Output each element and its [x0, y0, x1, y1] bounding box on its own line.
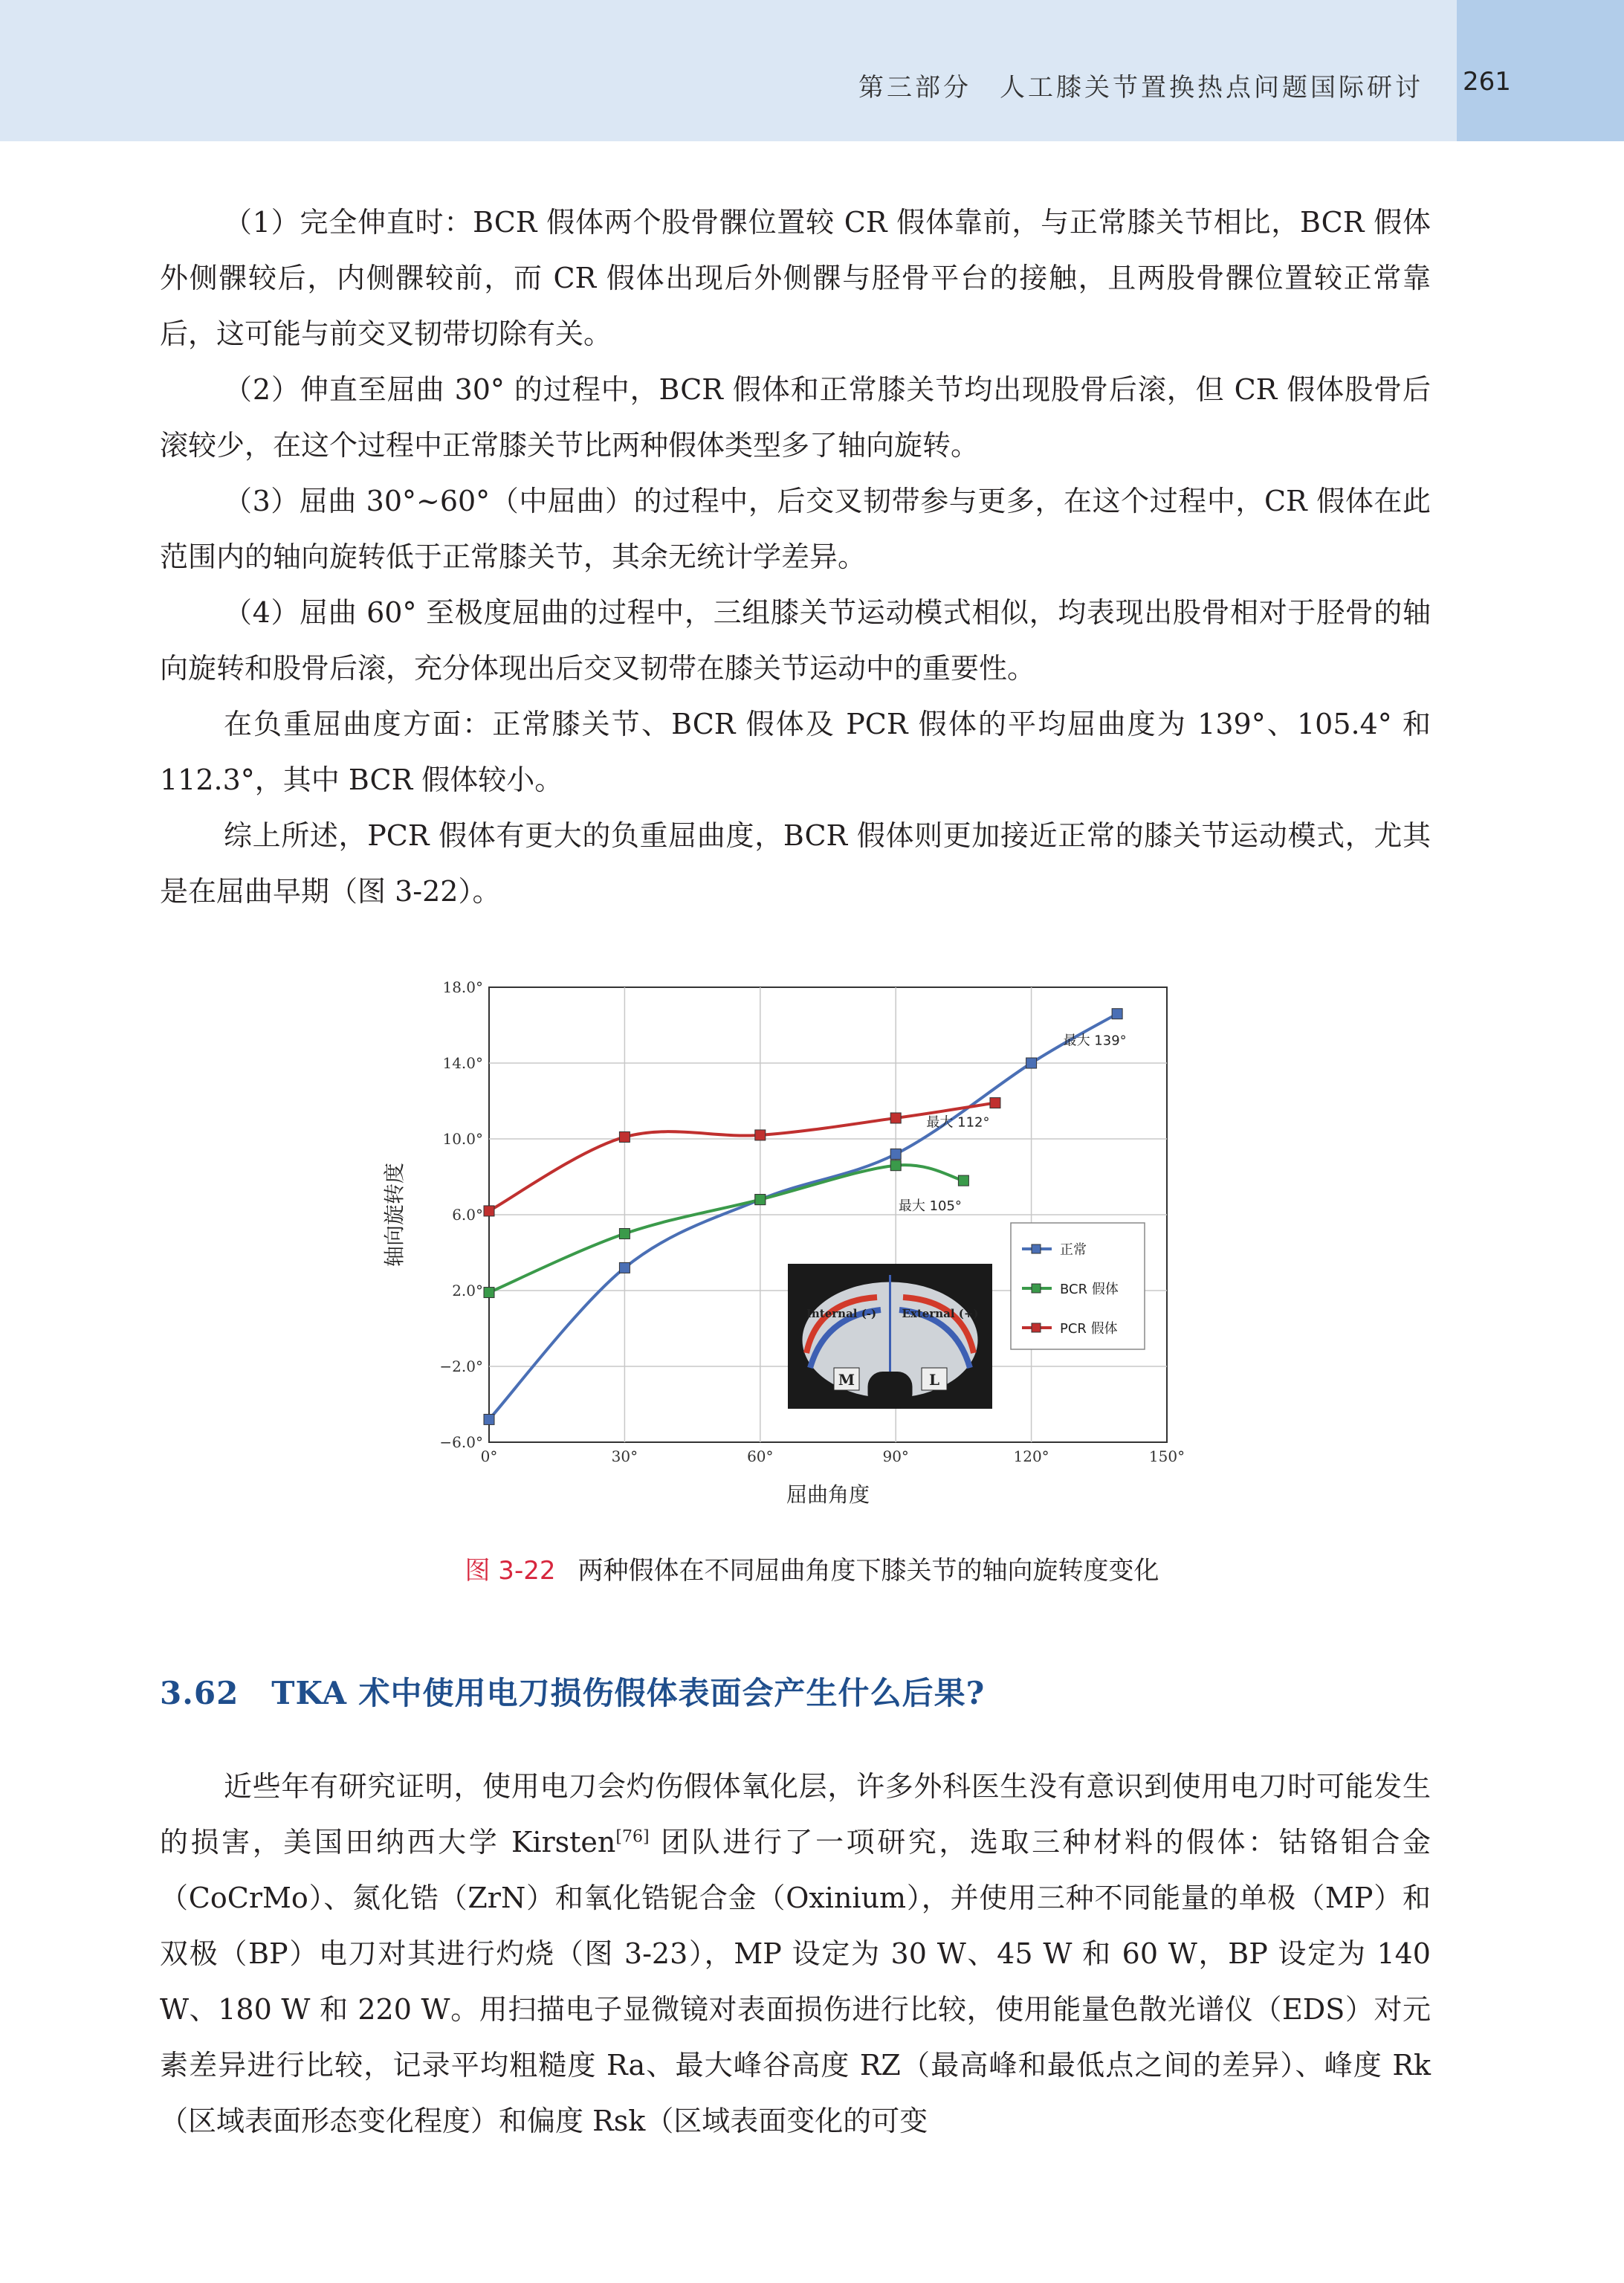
inset-l-label: L — [928, 1371, 940, 1389]
section-heading — [160, 1669, 985, 1714]
paragraph-5: 在负重屈曲度方面：正常膝关节、BCR 假体及 PCR 假体的平均屈曲度为 139°、105.4° 和 112.3°，其中 BCR 假体较小。 — [160, 708, 1431, 796]
data-point — [755, 1195, 766, 1205]
x-tick-label: 30° — [611, 1447, 638, 1465]
figure-number: 图 3-22 — [465, 1556, 556, 1586]
y-tick-label: 18.0° — [442, 978, 483, 996]
page-number: 261 — [1463, 67, 1511, 97]
x-tick-label: 0° — [480, 1447, 498, 1465]
inset-internal-label: Internal (-) — [806, 1307, 877, 1320]
y-tick-label: 6.0° — [452, 1206, 483, 1224]
data-point — [484, 1206, 494, 1216]
data-point — [619, 1131, 630, 1142]
paragraph-bottom-before: 近些年有研究证明，使用电刀会灼伤假体氧化层，许多外科医生没有意识到使用电刀时可能发生的损害，美国田纳西大学 Kirsten — [160, 1770, 1431, 1859]
body-text-bottom — [160, 1759, 1431, 2149]
section-title-text: TKA 术中使用电刀损伤假体表面会产生什么后果? — [271, 1675, 986, 1711]
inset-notch — [868, 1372, 913, 1409]
data-point — [958, 1175, 968, 1186]
y-tick-label: −2.0° — [439, 1357, 483, 1375]
legend-marker — [1032, 1284, 1041, 1293]
end-label-1: 最大 105° — [898, 1198, 962, 1215]
end-label-0: 最大 139° — [1063, 1033, 1127, 1049]
legend-label: 正常 — [1060, 1242, 1087, 1258]
citation-ref: [76] — [615, 1827, 650, 1847]
data-point — [890, 1113, 901, 1123]
paragraph-bottom-after: 团队进行了一项研究，选取三种材料的假体：钴铬钼合金（CoCrMo）、氮化锆（ZrN）和氧化锆铌合金（Oxinium），并使用三种不同能量的单极（MP）和双极（BP）电刀对其进行灼烧（图 3-23），MP 设定为 30 W、45 W 和 60 W，BP 设定为 140 W、180 W 和 220 W。用扫描电子显微镜对表面损伤进行比较，使用能量色散光谱仪（EDS）对元素差异进行比较，记录平均粗糙度 Ra、最大峰谷高度 RZ（最高峰和最低点之间的差异）、峰度 Rk（区域表面形态变化程度）和偏度 Rsk（区域表面变化的可变 — [160, 1826, 1431, 2137]
y-tick-label: 10.0° — [442, 1130, 483, 1148]
y-tick-label: 2.0° — [452, 1282, 483, 1299]
x-tick-label: 60° — [747, 1447, 774, 1465]
figure-caption-text: 两种假体在不同屈曲角度下膝关节的轴向旋转度变化 — [578, 1556, 1159, 1586]
y-tick-label: −6.0° — [439, 1433, 483, 1451]
paragraph-3: （3）屈曲 30°~60°（中屈曲）的过程中，后交叉韧带参与更多，在这个过程中，CR 假体在此范围内的轴向旋转低于正常膝关节，其余无统计学差异。 — [160, 485, 1431, 573]
x-tick-label: 120° — [1013, 1447, 1049, 1465]
legend-label: PCR 假体 — [1060, 1321, 1118, 1337]
data-point — [619, 1229, 630, 1239]
y-axis-label: 轴向旋转度 — [382, 1162, 407, 1268]
running-header-title: 第三部分 人工膝关节置换热点问题国际研讨 — [858, 73, 1423, 103]
data-point — [619, 1262, 630, 1273]
data-point — [1026, 1058, 1037, 1068]
section-number: 3.62 — [160, 1675, 239, 1711]
data-point — [990, 1098, 1000, 1108]
legend-label: BCR 假体 — [1060, 1282, 1119, 1297]
legend-marker — [1032, 1323, 1041, 1332]
data-point — [484, 1414, 494, 1424]
inset-external-label: External (+) — [902, 1307, 979, 1320]
x-axis-label: 屈曲角度 — [786, 1482, 870, 1507]
paragraph-6: 综上所述，PCR 假体有更大的负重屈曲度，BCR 假体则更加接近正常的膝关节运动模式，尤其是在屈曲早期（图 3-22）。 — [160, 819, 1431, 908]
x-tick-label: 90° — [882, 1447, 909, 1465]
figure-caption — [0, 1550, 1624, 1586]
legend-marker — [1032, 1244, 1041, 1253]
body-text-top — [160, 195, 1431, 920]
data-point — [755, 1130, 766, 1140]
inset-m-label: M — [838, 1371, 855, 1389]
data-point — [890, 1149, 901, 1159]
end-label-2: 最大 112° — [926, 1114, 990, 1131]
paragraph-2: （2）伸直至屈曲 30° 的过程中，BCR 假体和正常膝关节均出现股骨后滚，但 CR 假体股骨后滚较少，在这个过程中正常膝关节比两种假体类型多了轴向旋转。 — [160, 373, 1431, 462]
paragraph-4: （4）屈曲 60° 至极度屈曲的过程中，三组膝关节运动模式相似，均表现出股骨相对于胫骨的轴向旋转和股骨后滚，充分体现出后交叉韧带在膝关节运动中的重要性。 — [160, 596, 1431, 685]
paragraph-1: （1）完全伸直时：BCR 假体两个股骨髁位置较 CR 假体靠前，与正常膝关节相比，BCR 假体外侧髁较后，内侧髁较前，而 CR 假体出现后外侧髁与胫骨平台的接触，且两股骨髁位置较正常靠后，这可能与前交叉韧带切除有关。 — [160, 206, 1431, 350]
y-tick-label: 14.0° — [442, 1054, 483, 1072]
x-tick-label: 150° — [1148, 1447, 1185, 1465]
data-point — [484, 1288, 494, 1298]
data-point — [890, 1160, 901, 1171]
paragraph-bottom — [160, 1759, 1431, 2149]
axial-rotation-chart — [357, 966, 1234, 1517]
data-point — [1112, 1009, 1122, 1019]
